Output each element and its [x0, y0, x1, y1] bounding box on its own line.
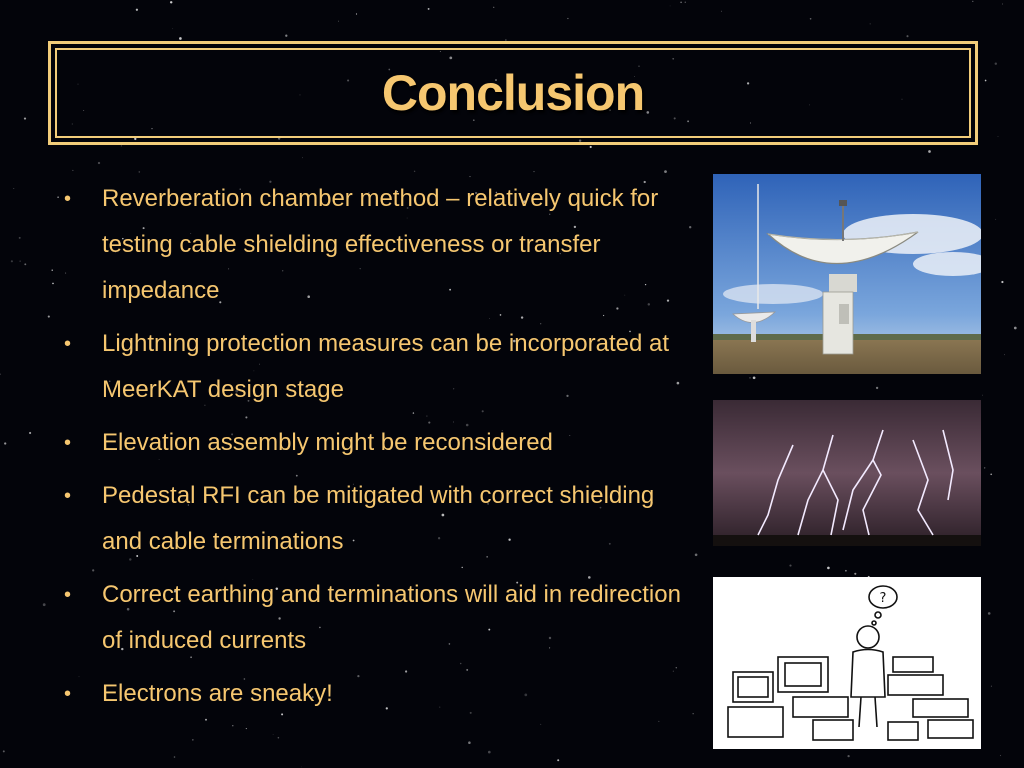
- star: [854, 573, 856, 575]
- star: [338, 21, 339, 22]
- star: [57, 196, 59, 198]
- title-inner-frame: [55, 48, 971, 138]
- star: [590, 146, 592, 148]
- bullet-dot: •: [64, 333, 72, 355]
- star: [567, 18, 568, 19]
- star: [24, 118, 26, 120]
- star: [20, 261, 21, 262]
- star: [534, 171, 535, 172]
- cartoon-man-icon: [713, 577, 981, 749]
- star: [670, 6, 671, 7]
- star: [285, 35, 287, 37]
- star: [928, 150, 931, 153]
- star: [72, 170, 73, 171]
- star: [0, 373, 1, 375]
- star: [414, 171, 415, 172]
- star: [488, 751, 491, 754]
- star: [24, 263, 26, 265]
- radio-telescope-icon: [713, 174, 981, 374]
- star: [827, 567, 830, 570]
- star: [982, 395, 983, 396]
- star: [1000, 755, 1001, 756]
- star: [192, 739, 193, 740]
- star: [664, 170, 667, 173]
- bullet-text: Electrons are sneaky!: [102, 680, 333, 707]
- star: [136, 9, 138, 11]
- radio-telescope-photo: [713, 174, 981, 374]
- lightning-icon: [713, 400, 981, 546]
- star: [972, 1, 973, 2]
- star: [48, 316, 50, 318]
- star: [1004, 354, 1005, 355]
- star: [995, 219, 996, 220]
- star: [170, 1, 172, 3]
- star: [685, 2, 686, 3]
- title-frame: [48, 41, 978, 145]
- star: [121, 145, 122, 146]
- star: [172, 28, 173, 29]
- star: [43, 603, 46, 606]
- bullet-dot: •: [64, 485, 72, 507]
- star: [179, 37, 182, 40]
- star: [721, 11, 722, 12]
- star: [98, 162, 100, 164]
- bullet-dot: •: [64, 432, 72, 454]
- lightning-photo: [713, 400, 981, 546]
- bullet-text: Correct earthing and terminations will aid in redirection of induced currents: [102, 581, 681, 654]
- star: [789, 565, 791, 567]
- star: [540, 724, 541, 725]
- star: [246, 728, 247, 729]
- star: [1002, 4, 1003, 5]
- bullet-item: [64, 473, 684, 565]
- star: [749, 377, 750, 378]
- star: [847, 755, 849, 757]
- bullet-text: Elevation assembly might be reconsidered: [102, 429, 553, 456]
- star: [52, 283, 54, 285]
- star: [985, 80, 987, 82]
- star: [278, 737, 280, 739]
- star: [998, 136, 999, 137]
- bullet-item: [64, 176, 684, 314]
- star: [753, 376, 756, 379]
- star: [3, 750, 5, 752]
- bullet-dot: •: [64, 188, 72, 210]
- bullet-item: [64, 321, 684, 413]
- star: [693, 713, 694, 714]
- star: [174, 756, 176, 758]
- star: [428, 8, 430, 10]
- star: [301, 767, 302, 768]
- star: [1001, 281, 1003, 283]
- star: [876, 387, 878, 389]
- star: [302, 157, 303, 158]
- cartoon-photo: [713, 577, 981, 749]
- star: [988, 612, 991, 615]
- slide-title: Conclusion: [381, 65, 645, 121]
- star: [689, 226, 691, 228]
- star: [356, 13, 357, 14]
- star: [4, 442, 6, 444]
- star: [995, 62, 997, 64]
- star: [11, 260, 13, 262]
- star: [870, 24, 871, 25]
- star: [695, 553, 698, 556]
- bullet-text: Pedestal RFI can be mitigated with correct shielding and cable terminations: [102, 482, 655, 555]
- svg-text:?: ?: [879, 591, 887, 606]
- star: [52, 270, 53, 271]
- bullet-text: Lightning protection measures can be incorporated at MeerKAT design stage: [102, 330, 670, 403]
- star: [468, 741, 471, 744]
- star: [906, 35, 908, 37]
- star: [984, 467, 985, 468]
- bullet-dot: •: [64, 584, 72, 606]
- star: [991, 686, 992, 687]
- star: [810, 18, 812, 20]
- star: [1014, 327, 1017, 330]
- bullet-item: [64, 572, 684, 664]
- star: [273, 734, 274, 735]
- star: [557, 759, 559, 761]
- star: [232, 725, 233, 726]
- bullet-list: [64, 176, 684, 724]
- bullet-text: Reverberation chamber method – relatively quick for testing cable shielding effectiveness or transfer impedance: [102, 185, 659, 304]
- bullet-item: [64, 420, 684, 466]
- star: [13, 188, 14, 189]
- star: [493, 7, 494, 8]
- star: [29, 432, 31, 434]
- star: [680, 1, 682, 3]
- star: [139, 171, 141, 173]
- star: [845, 570, 847, 572]
- bullet-dot: •: [64, 683, 72, 705]
- star: [19, 237, 21, 239]
- bullet-item: [64, 671, 684, 717]
- star: [990, 473, 992, 475]
